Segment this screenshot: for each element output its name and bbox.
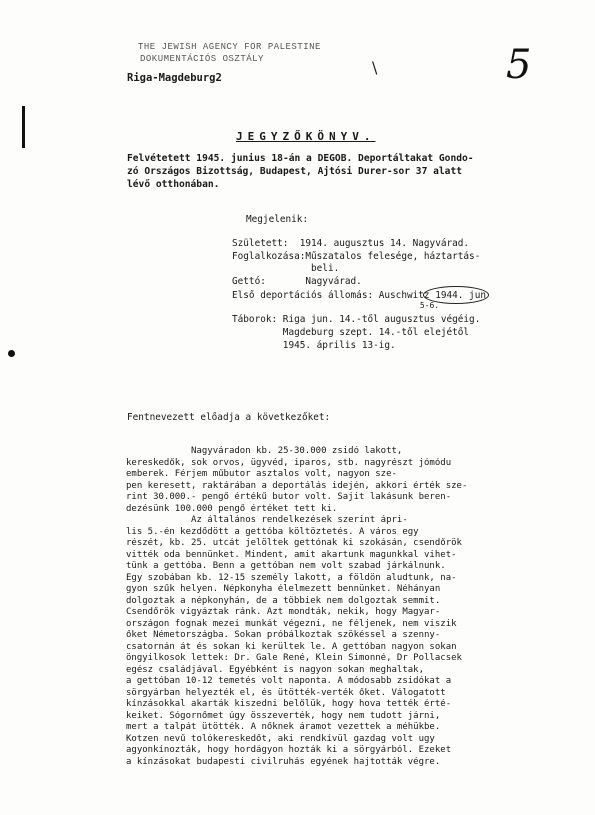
testimony-line: Kotzen nevű tolókereskedőt, aki rendkívül gazdag volt ugy [126,733,435,744]
meta-heading: Megjelenik: [246,214,309,225]
testimony-line: dezésünk 100.000 pengő értéket tett ki. [126,503,338,514]
testimony-line: öngyilkosok lettek: Dr. Gale René, Klein Simonné, Dr Pollacsek [126,653,462,663]
testimony-line: gyon szűk helyen. Népkonyha élelmezett bennünket. Néhányan [126,584,441,594]
testimony-line: egész családjával. Egyébként is nagyon sokan meghaltak, [126,664,425,675]
meta-row-camps-cont: Magdeburg szept. 14.-től elejétől [232,327,470,338]
meta-row-camps-end: 1945. április 13-ig. [232,340,396,351]
meta-row-first-deportation: Első deportációs állomás: Auschwitz 1944. jun [232,290,486,301]
meta-row-occupation-cont: beli. [232,263,340,274]
testimony-line: a kínzásokat budapesti civilruhás egyének hajtották végre. [126,756,441,767]
archive-stamp-line2: DOKUMENTÁCIÓS OSZTÁLY [140,54,264,64]
meta-row-occupation: Foglalkozása:Műszatalos felesége, háztartás- [232,251,481,262]
testimony-line: keiket. Sógornőmet úgy összeverték, hogy nem tudott járni, [126,710,441,721]
testimony-line: Csendőrök vigyáztak ránk. Azt mondták, nekik, hogy Magyar- [126,607,441,617]
testimony-line: rint 30.000.- pengő értékű butor volt. Sajit lakásunk beren- [126,492,452,502]
testimony-line: részét, kb. 25. utcát jelöltek gettónak ki szokásán, csendőrök [126,538,462,548]
route-header [127,72,222,84]
route-text: Riga-Magdeburg [127,72,216,84]
testimony-line: emberek. Férjem műbutor asztalos volt, nagyon sze- [126,469,397,479]
testimony-line: tünk a gettóba. Benn a gettóban nem volt szabad járkálnunk. [126,561,446,571]
pen-tick-mark: \ [372,58,378,77]
testimony-line: országon fognak mezei munkát végezni, ne féljenek, nem viszik [126,618,457,629]
meta-row-deportation-date: 5-6. [232,301,440,310]
testimony-line: sörgyárban helyezték el, és ütötték-verték őket. Válogatott [126,687,446,698]
testimony-line: a gettóban 10-12 temetés volt naponta. A módosabb zsidókat a [126,676,452,686]
testimony-line: Az általános rendelkezések szerint ápri- [126,515,408,525]
testimony-body [126,446,595,768]
intro-line: lévő otthonában. [127,179,220,190]
margin-dot-mark [8,350,15,357]
testimony-line: Egy szobában kb. 12-15 személy lakott, a földön aludtunk, na- [126,572,457,583]
archive-stamp-line1: THE JEWISH AGENCY FOR PALESTINE [138,42,321,52]
intro-line: zó Országos Bizottság, Budapest, Ajtósi Durer-sor 37 alatt [127,166,463,177]
testimony-line: őket Németországba. Sokan próbálkoztak szökéssel a szenny- [126,630,441,640]
testimony-line: pen keresett, raktárában a deportálás idején, akkori érték sze- [126,480,468,491]
route-suffix: 2 [215,72,222,84]
meta-row-camps: Táborok: Riga jun. 14.-től augusztus végéig. [232,314,481,325]
testimony-line: kereskedők, sok orvos, ügyvéd, iparos, stb. nagyrészt jómódu [126,457,452,468]
testimony-line: csatornán át és sokan ki kerültek le. A gettóban nagyon sokan [126,641,457,652]
testimony-line: agyonkínozták, hogy hordágyon hozták ki a sörgyárból. Ezeket [126,745,452,755]
document-title: JEGYZŐKÖNYV. [236,130,376,143]
testimony-line: Nagyváradon kb. 25-30.000 zsidó lakott, [126,446,403,456]
margin-bar-mark [22,106,25,148]
meta-row-born: Született: 1914. augusztus 14. Nagyvárad. [232,238,470,249]
handwritten-page-number: 5 [506,42,532,88]
testimony-line: vitték oda bennünket. Mindent, amit akartunk magunkkal vihet- [126,549,457,560]
testimony-line: lis 5.-én kezdődött a gettóba költöztetés. A város egy [126,526,419,537]
testimony-line: dolgoztak a népkonyhán, de a többiek nem dolgoztak semmit. [126,595,441,606]
meta-row-ghetto: Gettó: Nagyvárad. [232,276,362,287]
testimony-line: mert a talpát ütötték. A nőknek áramot vezettek a méhükbe. [126,722,441,732]
testimony-line: kínzásokkal akarták kiszedni belőlük, hogy hova tették érté- [126,699,452,709]
lead-sentence: Fentnevezett előadja a következőket: [127,412,331,423]
intro-line: Felvétetett 1945. junius 18-án a DEGOB. Deportáltakat Gondo- [127,153,474,164]
